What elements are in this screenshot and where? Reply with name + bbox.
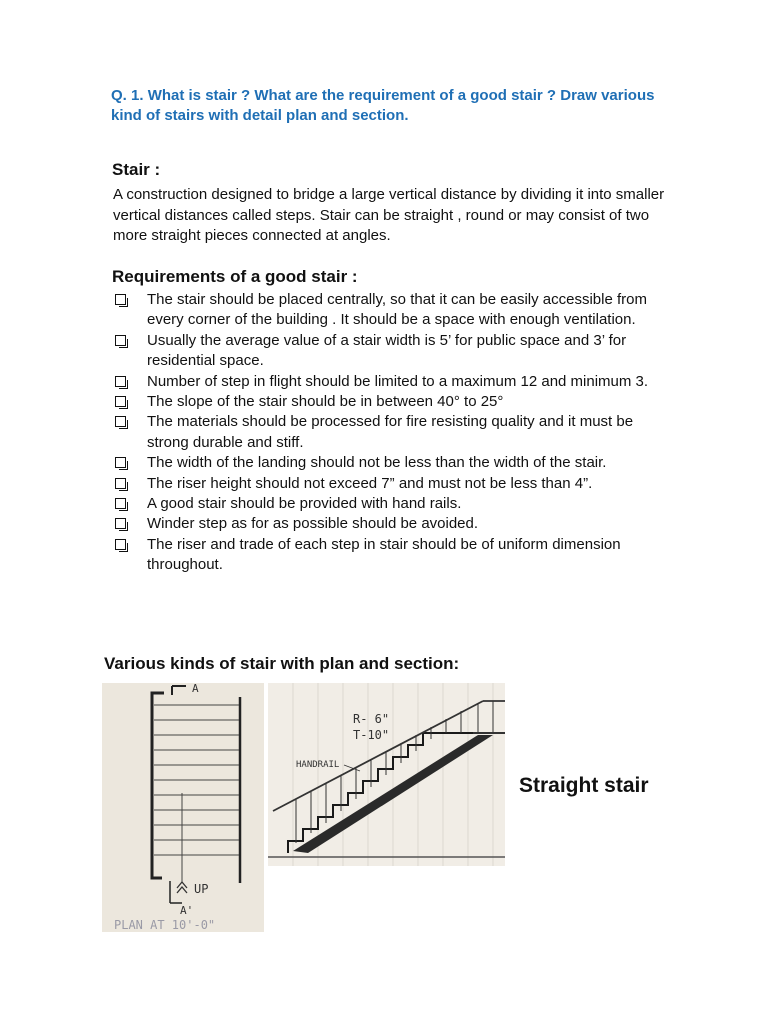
list-item: Number of step in flight should be limited to a maximum 12 and minimum 3. [113,372,673,392]
riser-label: R- 6" [353,712,390,726]
figure-label: Straight stair [519,774,649,797]
question-text: What is stair ? What are the requirement of a good stair ? Draw various kind of stairs with detail plan and section. [111,87,655,124]
list-item: The stair should be placed centrally, so that it can be easily accessible from every corner of the building . It should be a space with enough ventilation. [113,290,673,331]
section-mark-bottom: A' [180,904,194,917]
list-item: The width of the landing should not be less than the width of the stair. [113,453,673,473]
plan-caption: PLAN AT 10'-0" [114,918,216,932]
handrail-label: HANDRAIL [296,760,340,770]
question [111,86,671,126]
checkbox-bullet-icon [115,335,126,346]
checkbox-bullet-icon [115,294,126,305]
list-item: Usually the average value of a stair width is 5’ for public space and 3’ for residential space. [113,331,673,372]
requirements-list [113,290,673,576]
stair-heading: Stair : [112,160,161,179]
stair-definition: A construction designed to bridge a large vertical distance by dividing it into smaller vertical distances called steps. Stair can be straight , round or may consist of two more straight pieces connected at angles. [113,186,665,244]
checkbox-bullet-icon [115,539,126,550]
section-mark-top: A [192,683,199,695]
checkbox-bullet-icon [115,457,126,468]
up-label: UP [194,882,209,896]
stair-plan-sketch [102,683,264,932]
question-number: Q. 1. [111,87,144,104]
list-item: The slope of the stair should be in between 40° to 25° [113,392,673,412]
checkbox-bullet-icon [115,396,126,407]
list-item: A good stair should be provided with hand rails. [113,494,673,514]
stair-section-sketch [268,683,505,866]
checkbox-bullet-icon [115,498,126,509]
checkbox-bullet-icon [115,478,126,489]
checkbox-bullet-icon [115,416,126,427]
checkbox-bullet-icon [115,518,126,529]
list-item: Winder step as for as possible should be avoided. [113,514,673,534]
list-item: The riser and trade of each step in stair should be of uniform dimension throughout. [113,535,673,576]
list-item: The materials should be processed for fire resisting quality and it must be strong durable and stiff. [113,412,673,453]
requirements-heading: Requirements of a good stair : [112,267,358,286]
kinds-heading: Various kinds of stair with plan and section: [104,654,460,673]
tread-label: T-10" [353,728,390,742]
list-item: The riser height should not exceed 7” and must not be less than 4”. [113,474,673,494]
checkbox-bullet-icon [115,376,126,387]
